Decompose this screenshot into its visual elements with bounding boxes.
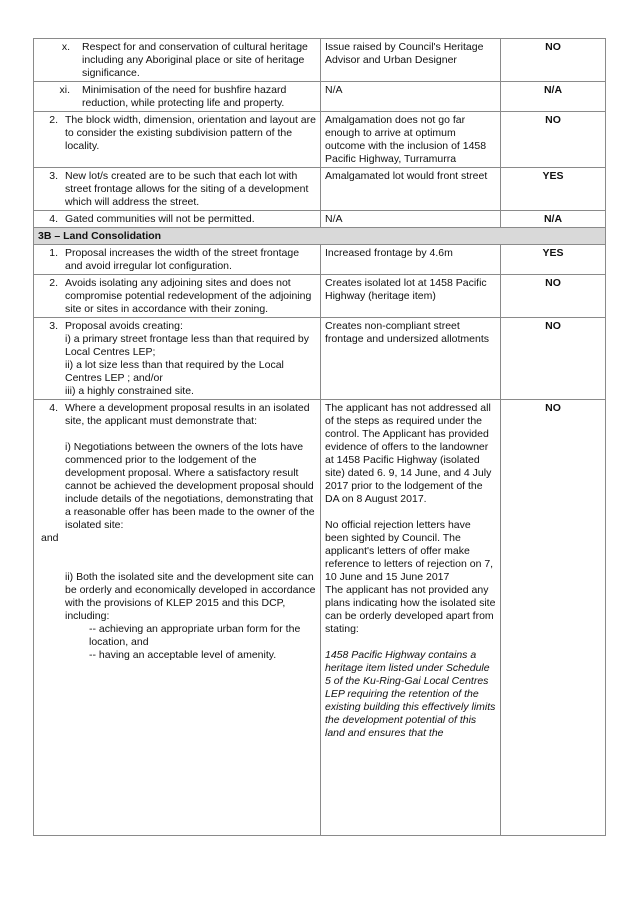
compliance-result: NO [501,275,606,318]
assessment-table [33,38,606,836]
item-number: 2. [49,114,58,126]
compliance-result: NO [501,318,606,400]
table-row [34,168,606,211]
item-number: x. [61,41,70,53]
comment-quote: 1458 Pacific Highway contains a heritage item listed under Schedule 5 of the Ku-Ring-Gai Local Centres LEP requiring the retention of the existing building this effectively limits the development potential of this land and ensures that the [325,649,496,739]
item-number: 2. [49,277,58,289]
table-row [34,39,606,82]
comment-paragraph: The applicant has not addressed all of the steps as required under the control. The Applicant has provided evidence of offers to the landowner at 1458 Pacific Highway (isolated site) dated 6. 9, 14 June, and 4 July 2017 prior to the lodgement of the DA on 8 August 2017. [325,402,492,505]
item-number: 4. [49,213,58,225]
control-text: New lot/s created are to be such that each lot with street frontage allows for the siting of a development which will address the street. [65,170,309,208]
and-connector: and [41,532,59,544]
compliance-result: YES [501,245,606,275]
control-bullet: -- having an acceptable level of amenity. [89,649,277,661]
comment-cell: Creates isolated lot at 1458 Pacific Highway (heritage item) [321,275,501,318]
item-number: 3. [49,320,58,332]
comment-cell: Increased frontage by 4.6m [321,245,501,275]
compliance-result: NO [501,39,606,82]
item-number: 4. [49,402,58,414]
comment-cell: Creates non-compliant street frontage and undersized allotments [321,318,501,400]
compliance-result: N/A [501,211,606,228]
table-row [34,112,606,168]
control-text: The block width, dimension, orientation and layout are to consider the existing subdivision pattern of the locality. [65,114,316,152]
comment-paragraph: The applicant has not provided any plans indicating how the isolated site can be orderly developed apart from stating: [325,584,496,635]
control-line: i) a primary street frontage less than that required by Local Centres LEP; [65,333,309,358]
item-number: 3. [49,170,58,182]
control-intro: Where a development proposal results in an isolated site, the applicant must demonstrate that: [65,402,310,427]
control-point-i: i) Negotiations between the owners of the lots have commenced prior to the lodgement of the development proposal. Where a satisfactory result cannot be achieved the development proposal should include details of the negotiations, demonstrating that a reasonable offer has been made to the owner of the isolated site: [65,441,315,531]
control-text: Avoids isolating any adjoining sites and does not compromise potential redevelopment of the adjoining site or sites in accordance with their zoning. [65,277,312,315]
control-point-ii: ii) Both the isolated site and the development site can be orderly and economically developed in accordance with the provisions of KLEP 2015 and this DCP, including: [65,571,316,622]
table-row [34,318,606,400]
comment-paragraph: No official rejection letters have been sighted by Council. The applicant's letters of offer make reference to letters of rejection on 7, 10 June and 15 June 2017 [325,519,494,583]
control-bullet: -- achieving an appropriate urban form for the location, and [89,623,301,648]
table-row [34,275,606,318]
table-row [34,400,606,836]
table-row [34,245,606,275]
comment-cell: Amalgamated lot would front street [321,168,501,211]
section-title: 3B – Land Consolidation [34,228,606,245]
compliance-result: N/A [501,82,606,112]
table-row [34,211,606,228]
control-text: Minimisation of the need for bushfire hazard reduction, while protecting life and property. [82,84,287,109]
compliance-result: NO [501,400,606,836]
compliance-result: NO [501,112,606,168]
control-line: ii) a lot size less than that required by the Local Centres LEP ; and/or [65,359,284,384]
comment-cell: Issue raised by Council's Heritage Advisor and Urban Designer [321,39,501,82]
item-number: xi. [59,84,70,96]
compliance-result: YES [501,168,606,211]
comment-cell: N/A [321,211,501,228]
control-text: Proposal increases the width of the street frontage and avoid irregular lot configuration. [65,247,300,272]
control-text: Gated communities will not be permitted. [65,213,255,225]
control-line: iii) a highly constrained site. [65,385,194,397]
item-number: 1. [49,247,58,259]
control-text: Respect for and conservation of cultural heritage including any Aboriginal place or site of heritage significance. [82,41,308,79]
comment-cell: N/A [321,82,501,112]
table-row [34,82,606,112]
comment-cell: Amalgamation does not go far enough to arrive at optimum outcome with the inclusion of 1458 Pacific Highway, Turramurra [321,112,501,168]
control-line: Proposal avoids creating: [65,320,183,332]
section-header-row [34,228,606,245]
